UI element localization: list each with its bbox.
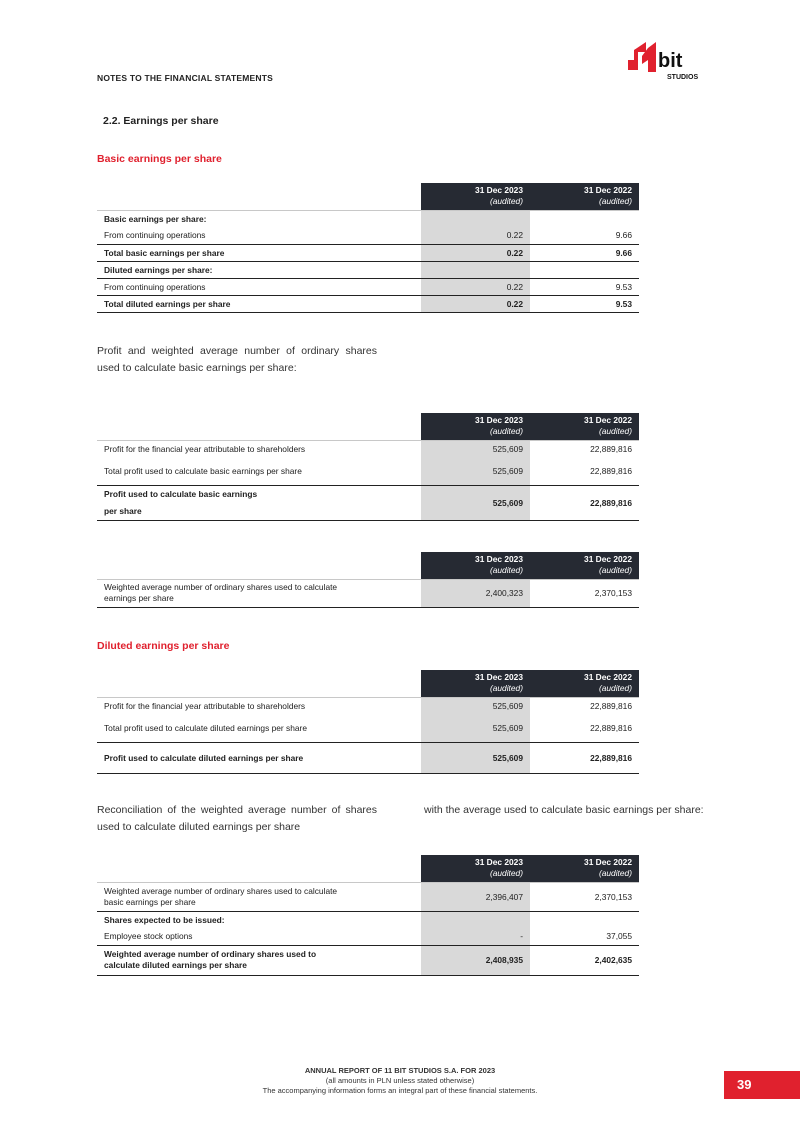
col-header-2023: 31 Dec 2023 (audited): [421, 183, 530, 210]
col-header-2023: 31 Dec 2023 (audited): [421, 413, 530, 440]
reconciliation-paragraph-right: with the average used to calculate basic earnings per share:: [424, 804, 704, 816]
table-row: Diluted earnings per share:: [97, 261, 639, 278]
table-row: Total profit used to calculate basic earnings per share 525,609 22,889,816: [97, 458, 639, 485]
col-header-2023: 31 Dec 2023 (audited): [421, 670, 530, 697]
table-row: Total diluted earnings per share 0.22 9.53: [97, 295, 639, 312]
diluted-eps-heading: Diluted earnings per share: [97, 640, 230, 652]
col-header-2022: 31 Dec 2022 (audited): [530, 413, 639, 440]
col-header-2023: 31 Dec 2023 (audited): [421, 855, 530, 882]
table-row: Profit for the financial year attributable to shareholders 525,609 22,889,816: [97, 440, 639, 458]
table-row: Profit for the financial year attributable to shareholders 525,609 22,889,816: [97, 697, 639, 715]
col-header-2023: 31 Dec 2023 (audited): [421, 552, 530, 579]
section-title: 2.2. Earnings per share: [103, 115, 219, 127]
table-row: Basic earnings per share:: [97, 210, 639, 227]
table-row: Total basic earnings per share 0.22 9.66: [97, 244, 639, 261]
footer-disclaimer: The accompanying information forms an integral part of these financial statements.: [262, 1086, 538, 1095]
table-row: From continuing operations 0.22 9.53: [97, 278, 639, 295]
document-header-title: NOTES TO THE FINANCIAL STATEMENTS: [97, 73, 273, 83]
table-row: Weighted average number of ordinary shares used to calculate basic earnings per share 2,396,407 2,370,153: [97, 882, 639, 911]
table-row: Weighted average number of ordinary shares used to calculate earnings per share 2,400,323 2,370,153: [97, 579, 639, 607]
col-header-2022: 31 Dec 2022 (audited): [530, 552, 639, 579]
company-logo: [628, 42, 704, 82]
reconciliation-table: [97, 855, 639, 976]
table-row: Profit used to calculate basic earnings per share 525,609 22,889,816: [97, 485, 639, 520]
eps-table: [97, 183, 639, 313]
reconciliation-paragraph-left: Reconciliation of the weighted average number of shares used to calculate diluted earnings per share: [97, 804, 377, 833]
basic-eps-heading: Basic earnings per share: [97, 153, 222, 165]
col-header-2022: 31 Dec 2022 (audited): [530, 855, 639, 882]
col-header-2022: 31 Dec 2022 (audited): [530, 670, 639, 697]
profit-basic-table: [97, 413, 639, 521]
table-row: Shares expected to be issued:: [97, 911, 639, 928]
footer-currency-note: (all amounts in PLN unless stated otherwise): [325, 1076, 475, 1085]
table-row: Employee stock options - 37,055: [97, 928, 639, 945]
page-number: 39: [724, 1071, 800, 1099]
col-header-2022: 31 Dec 2022 (audited): [530, 183, 639, 210]
table-row: Total profit used to calculate diluted earnings per share 525,609 22,889,816: [97, 715, 639, 742]
profit-shares-paragraph: Profit and weighted average number of ordinary shares used to calculate basic earnings per share:: [97, 345, 377, 374]
profit-diluted-table: [97, 670, 639, 774]
footer-report-title: ANNUAL REPORT OF 11 BIT STUDIOS S.A. FOR 2023: [304, 1066, 496, 1075]
svg-text:STUDIOS: STUDIOS: [667, 74, 699, 81]
page-footer: [0, 1066, 800, 1096]
table-row: Profit used to calculate diluted earnings per share 525,609 22,889,816: [97, 742, 639, 773]
table-row: From continuing operations 0.22 9.66: [97, 227, 639, 244]
weighted-shares-table: [97, 552, 639, 608]
svg-text:bit: bit: [658, 50, 683, 72]
table-row: Weighted average number of ordinary shares used to calculate diluted earnings per share 2,408,935 2,402,635: [97, 945, 639, 975]
